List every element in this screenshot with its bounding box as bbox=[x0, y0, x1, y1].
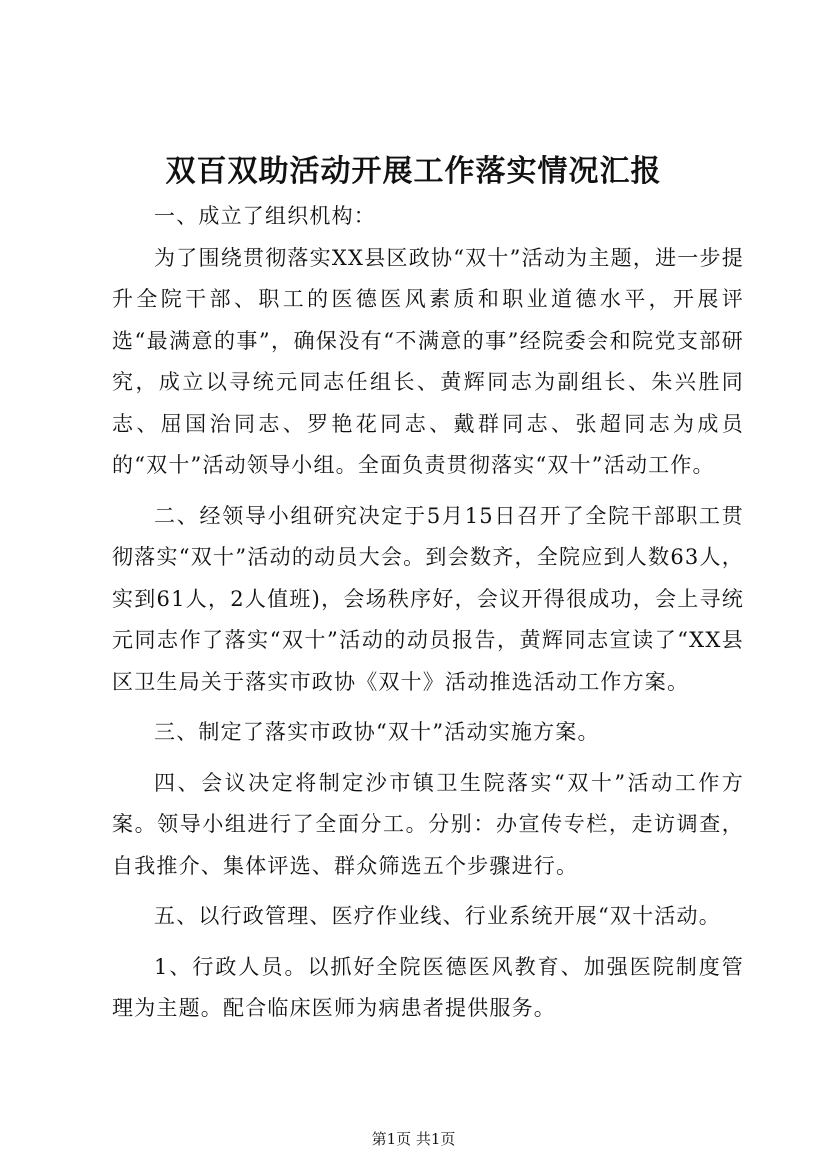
paragraph-section-3: 三、制定了落实市政协“双十”活动实施方案。 bbox=[154, 720, 600, 744]
paragraph-section-4: 四、会议决定将制定沙市镇卫生院落实“双十”活动工作方案。领导小组进行了全面分工。分别：办宣传专栏，走访调查，自我推介、集体评选、群众筛选五个步骤进行。 bbox=[112, 770, 744, 878]
paragraph-section-5: 五、以行政管理、医疗作业线、行业系统开展“双十活动。 bbox=[154, 904, 721, 928]
paragraph-section-1-heading: 一、成立了组织机构： bbox=[154, 204, 376, 228]
document-body bbox=[112, 196, 744, 1039]
paragraph-item-1: 1、行政人员。以抓好全院医德医风教育、加强医院制度管理为主题。配合临床医师为病患者提供服务。 bbox=[112, 954, 744, 1020]
paragraph-section-1-body: 为了围绕贯彻落实XX县区政协“双十”活动为主题，进一步提升全院干部、职工的医德医风素质和职业道德水平，开展评选“最满意的事”，确保没有“不满意的事”经院委会和院党支部研究，成立以寻统元同志任组长、黄辉同志为副组长、朱兴胜同志、屈国治同志、罗艳花同志、戴群同志、张超同志为成员的“双十”活动领导小组。全面负责贯彻落实“双十”活动工作。 bbox=[112, 245, 744, 477]
document-title: 双百双助活动开展工作落实情况汇报 bbox=[165, 154, 662, 189]
paragraph-section-2: 二、经领导小组研究决定于5月15日召开了全院干部职工贯彻落实“双十”活动的动员大会。到会数齐，全院应到人数63人，实到61人，2人值班)，会场秩序好，会议开得很成功，会上寻统元同志作了落实“双十”活动的动员报告，黄辉同志宣读了“XX县区卫生局关于落实市政协《双十》活动推选活动工作方案。 bbox=[112, 503, 744, 694]
page-number-footer: 第1页 共1页 bbox=[371, 1130, 456, 1148]
